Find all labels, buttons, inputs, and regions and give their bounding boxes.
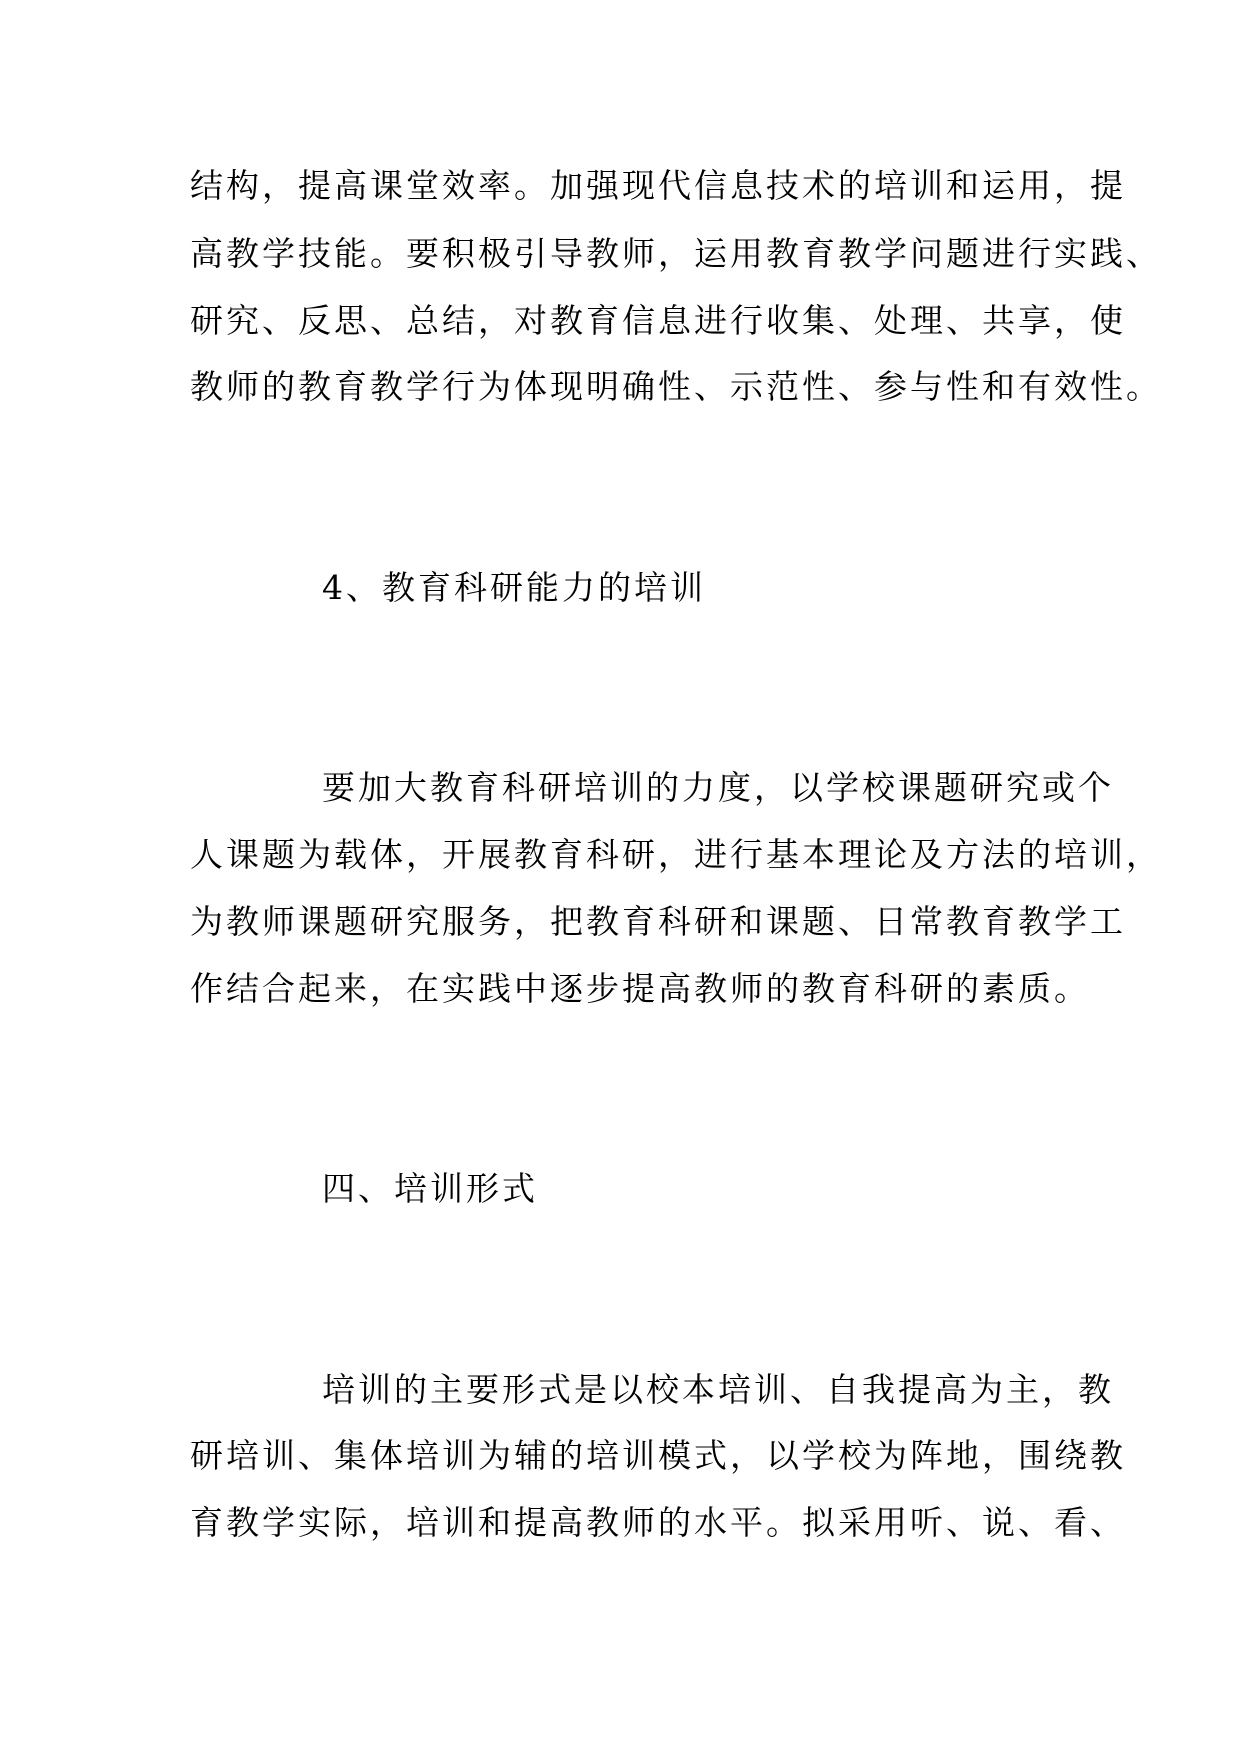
paragraph-1-line-2: 高教学技能。要积极引导教师，运用教育教学问题进行实践、: [190, 234, 1162, 273]
paragraph-2-line-4: 作结合起来，在实践中逐步提高教师的教育科研的素质。: [190, 969, 1090, 1008]
paragraph-1-line-1: 结构，提高课堂效率。加强现代信息技术的培训和运用，提: [190, 166, 1126, 205]
paragraph-2-line-2: 人课题为载体，开展教育科研，进行基本理论及方法的培训，: [190, 835, 1162, 874]
paragraph-2-line-3: 为教师课题研究服务，把教育科研和课题、日常教育教学工: [190, 902, 1126, 941]
paragraph-1-line-3: 研究、反思、总结，对教育信息进行收集、处理、共享，使: [190, 301, 1126, 340]
heading-training-format: 四、培训形式: [322, 1169, 538, 1208]
paragraph-3-line-1: 培训的主要形式是以校本培训、自我提高为主，教: [322, 1370, 1114, 1409]
paragraph-1-line-4: 教师的教育教学行为体现明确性、示范性、参与性和有效性。: [190, 367, 1162, 406]
paragraph-3-line-3: 育教学实际，培训和提高教师的水平。拟采用听、说、看、: [190, 1503, 1126, 1542]
paragraph-2-line-1: 要加大教育科研培训的力度，以学校课题研究或个: [322, 768, 1114, 807]
paragraph-3-line-2: 研培训、集体培训为辅的培训模式，以学校为阵地，围绕教: [190, 1436, 1126, 1475]
heading-research-training: 4、教育科研能力的培训: [322, 568, 706, 607]
